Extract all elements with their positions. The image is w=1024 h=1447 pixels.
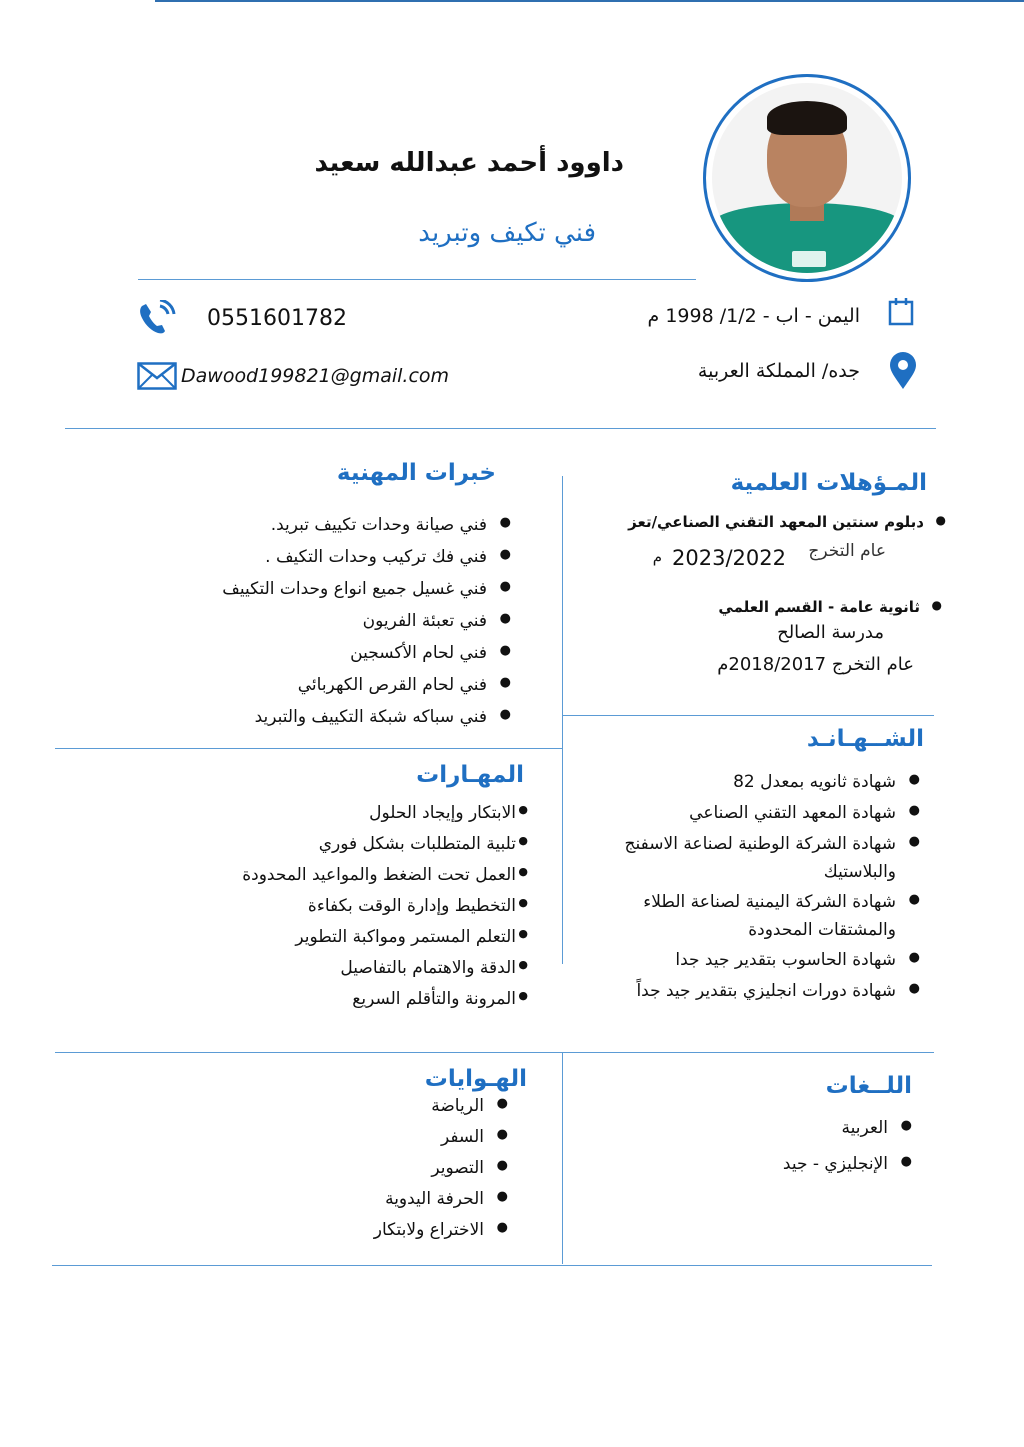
list-item: ● الدقة والاهتمام بالتفاصيل: [340, 958, 528, 978]
list-item: ● فني غسيل جميع انواع وحدات التكييف: [222, 579, 511, 599]
job-title: فني تكيف وتبريد: [418, 218, 596, 248]
birth-info: اليمن - اب - 1/2/ 1998 م: [647, 305, 860, 327]
list-item: ● شهادة ثانويه بمعدل 82: [733, 772, 920, 792]
school-name: مدرسة الصالح: [777, 622, 884, 643]
list-item: ● الاختراع ولابتكار: [373, 1220, 508, 1240]
profile-photo: [712, 83, 902, 273]
list-item: ● التصوير: [431, 1158, 508, 1178]
skills-title: المهـارات: [416, 762, 524, 788]
phone-icon: [136, 300, 176, 336]
certificates-divider: [562, 1052, 934, 1053]
column-divider-bottom: [562, 1052, 563, 1264]
list-item: ● شهادة الحاسوب بتقدير جيد جدا: [675, 950, 920, 970]
experience-title: خبرات المهنية: [336, 460, 496, 486]
column-divider-top: [562, 476, 563, 964]
top-border: [155, 0, 1024, 2]
list-item: ● فني لحام القرص الكهربائي: [297, 675, 511, 695]
list-item: ● شهادة المعهد التقني الصناعي: [689, 803, 920, 823]
list-item: ● شهادة الشركة اليمنية لصناعة الطلاء: [643, 892, 920, 912]
skills-divider: [55, 1052, 562, 1053]
list-item: ● فني صيانة وحدات تكييف تبريد.: [270, 515, 511, 535]
location: جده/ المملكة العربية: [697, 360, 860, 382]
calendar-icon: [887, 297, 915, 327]
list-item: ● فني سباكه شبكة التكييف والتبريد: [254, 707, 511, 727]
list-item-continuation: والمشتقات المحدودة: [748, 920, 896, 940]
list-item: ● الابتكار وإيجاد الحلول: [369, 803, 528, 823]
mail-icon: [137, 362, 177, 390]
contact-divider: [65, 428, 936, 429]
phone-number[interactable]: 0551601782: [207, 306, 347, 331]
header-divider: [138, 279, 696, 280]
list-item: ● التخطيط وإدارة الوقت بكفاءة: [307, 896, 528, 916]
grad-year-2: عام التخرج 2018/2017م: [717, 654, 914, 675]
list-item: ● العمل تحت الضغط والمواعيد المحدودة: [242, 865, 528, 885]
grad-label-1: عام التخرج: [808, 541, 886, 561]
certificates-title: الشــهـانـد: [806, 726, 924, 752]
list-item: ● شهادة الشركة الوطنية لصناعة الاسفنج: [624, 834, 920, 854]
list-item: ● فني فك تركيب وحدات التكيف .: [265, 547, 511, 567]
bottom-divider: [52, 1265, 932, 1266]
skills-list: [242, 803, 528, 1020]
list-item: ● شهادة دورات انجليزي بتقدير جيد جداً: [636, 981, 920, 1001]
list-item: ● المرونة والتأقلم السريع: [352, 989, 528, 1009]
profile-photo-frame: [703, 74, 911, 282]
languages-title: اللــغات: [825, 1073, 912, 1099]
list-item: ● العربية: [841, 1118, 912, 1138]
list-item: ● التعلم المستمر ومواكبة التطوير: [295, 927, 528, 947]
list-item: ● الحرفة اليدوية: [385, 1189, 508, 1209]
languages-list: [782, 1118, 912, 1190]
grad-year-1: 2023/2022: [672, 546, 786, 570]
list-item: ● فني تعبئة الفريون: [362, 611, 511, 631]
email-address[interactable]: Dawood199821@gmail.com: [181, 365, 450, 387]
list-item: ● السفر: [440, 1127, 508, 1147]
experience-divider: [55, 748, 562, 749]
certificates-list: [624, 772, 920, 1012]
full-name: داوود أحمد عبدالله سعيد: [314, 148, 624, 178]
list-item: ● الإنجليزي - جيد: [782, 1154, 912, 1174]
hobbies-title: الهـوايات: [424, 1066, 527, 1092]
hobbies-list: [373, 1096, 508, 1251]
education-divider: [562, 715, 934, 716]
grad-unit-1: م: [652, 548, 662, 566]
list-item-continuation: والبلاستيك: [823, 862, 896, 882]
education-title: المـؤهلات العلمية: [730, 470, 927, 496]
experience-list: [222, 515, 511, 739]
list-item: ● تلبية المتطلبات بشكل فوري: [318, 834, 528, 854]
list-item: ● الرياضة: [431, 1096, 508, 1116]
location-pin-icon: [888, 352, 918, 390]
education-item-2: ● ثانوية عامة - القسم العلمي: [718, 598, 942, 616]
list-item: ● فني لحام الأكسجين: [350, 643, 511, 663]
education-item-1: ● دبلوم سنتين المعهد التقني الصناعي/تعز: [628, 513, 946, 531]
